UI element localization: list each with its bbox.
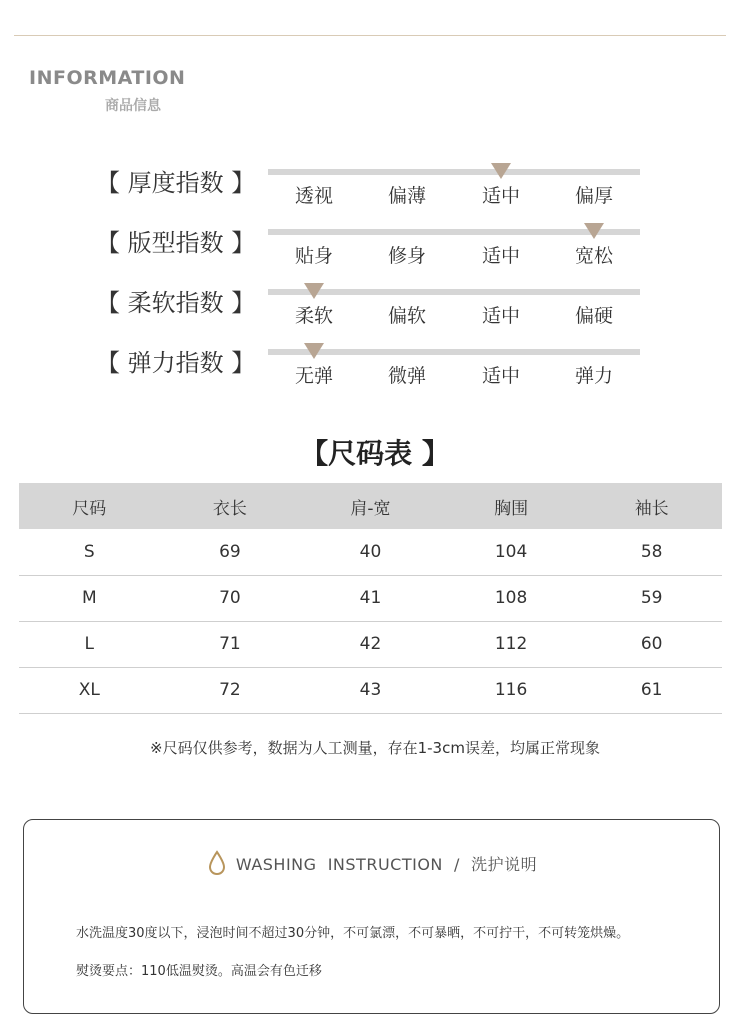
table-cell: 40	[300, 529, 441, 575]
index-marker-icon	[491, 163, 511, 179]
table-cell: XL	[19, 667, 160, 713]
table-row	[19, 667, 722, 713]
table-cell: 104	[441, 529, 582, 575]
table-row	[19, 621, 722, 667]
table-header-row	[19, 483, 722, 529]
table-cell: 71	[160, 621, 301, 667]
index-label: 【 弹力指数 】	[96, 349, 256, 377]
index-option: 微弹	[387, 365, 426, 387]
table-cell: 116	[441, 667, 582, 713]
index-option: 适中	[481, 245, 520, 267]
index-row	[0, 163, 750, 213]
table-header-cell: 衣长	[160, 483, 301, 529]
index-option: 偏软	[387, 305, 426, 327]
table-cell: 41	[300, 575, 441, 621]
table-cell: 58	[581, 529, 722, 575]
index-option: 弹力	[574, 365, 613, 387]
index-marker-icon	[304, 283, 324, 299]
index-marker-icon	[584, 223, 604, 239]
table-cell: 72	[160, 667, 301, 713]
index-option: 柔软	[294, 305, 333, 327]
index-option: 适中	[481, 185, 520, 207]
table-row	[19, 575, 722, 621]
table-cell: S	[19, 529, 160, 575]
index-track	[268, 349, 640, 355]
table-cell: 112	[441, 621, 582, 667]
index-marker-icon	[304, 343, 324, 359]
index-option: 偏薄	[387, 185, 426, 207]
index-track	[268, 289, 640, 295]
washing-text-1: 水洗温度30度以下，浸泡时间不超过30分钟，不可氯漂，不可暴晒，不可拧干，不可转笼烘燥。	[76, 926, 630, 941]
index-option: 透视	[294, 185, 333, 207]
index-row	[0, 223, 750, 273]
section-title-en: INFORMATION	[29, 67, 186, 89]
table-cell: 60	[581, 621, 722, 667]
index-option: 偏硬	[574, 305, 613, 327]
table-cell: 69	[160, 529, 301, 575]
size-table	[19, 483, 722, 714]
index-row	[0, 343, 750, 393]
index-option: 适中	[481, 305, 520, 327]
table-cell: 43	[300, 667, 441, 713]
section-title-cn: 商品信息	[105, 98, 161, 114]
size-chart-title: 【尺码表 】	[300, 437, 450, 470]
index-option: 适中	[481, 365, 520, 387]
index-label: 【 厚度指数 】	[96, 169, 256, 197]
top-divider	[14, 35, 726, 36]
table-header-cell: 胸围	[441, 483, 582, 529]
washing-text-2: 熨烫要点：110低温熨烫。高温会有色迁移	[76, 964, 322, 979]
index-option: 修身	[387, 245, 426, 267]
table-cell: M	[19, 575, 160, 621]
index-label: 【 版型指数 】	[96, 229, 256, 257]
washing-heading	[24, 852, 721, 876]
index-track	[268, 169, 640, 175]
table-header-cell: 肩-宽	[300, 483, 441, 529]
table-cell: 42	[300, 621, 441, 667]
table-cell: 108	[441, 575, 582, 621]
table-cell: 61	[581, 667, 722, 713]
water-drop-icon	[208, 850, 226, 876]
washing-instruction-box	[23, 819, 720, 1014]
size-note: ※尺码仅供参考，数据为人工测量，存在1-3cm误差，均属正常现象	[150, 739, 600, 757]
index-track	[268, 229, 640, 235]
index-row	[0, 283, 750, 333]
index-option: 偏厚	[574, 185, 613, 207]
index-option: 宽松	[574, 245, 613, 267]
table-cell: L	[19, 621, 160, 667]
washing-heading-text: WASHING INSTRUCTION / 洗护说明	[235, 855, 538, 874]
table-cell: 59	[581, 575, 722, 621]
table-header-cell: 尺码	[19, 483, 160, 529]
table-header-cell: 袖长	[581, 483, 722, 529]
index-option: 无弹	[294, 365, 333, 387]
index-option: 贴身	[294, 245, 333, 267]
table-cell: 70	[160, 575, 301, 621]
index-label: 【 柔软指数 】	[96, 289, 256, 317]
table-row	[19, 529, 722, 575]
